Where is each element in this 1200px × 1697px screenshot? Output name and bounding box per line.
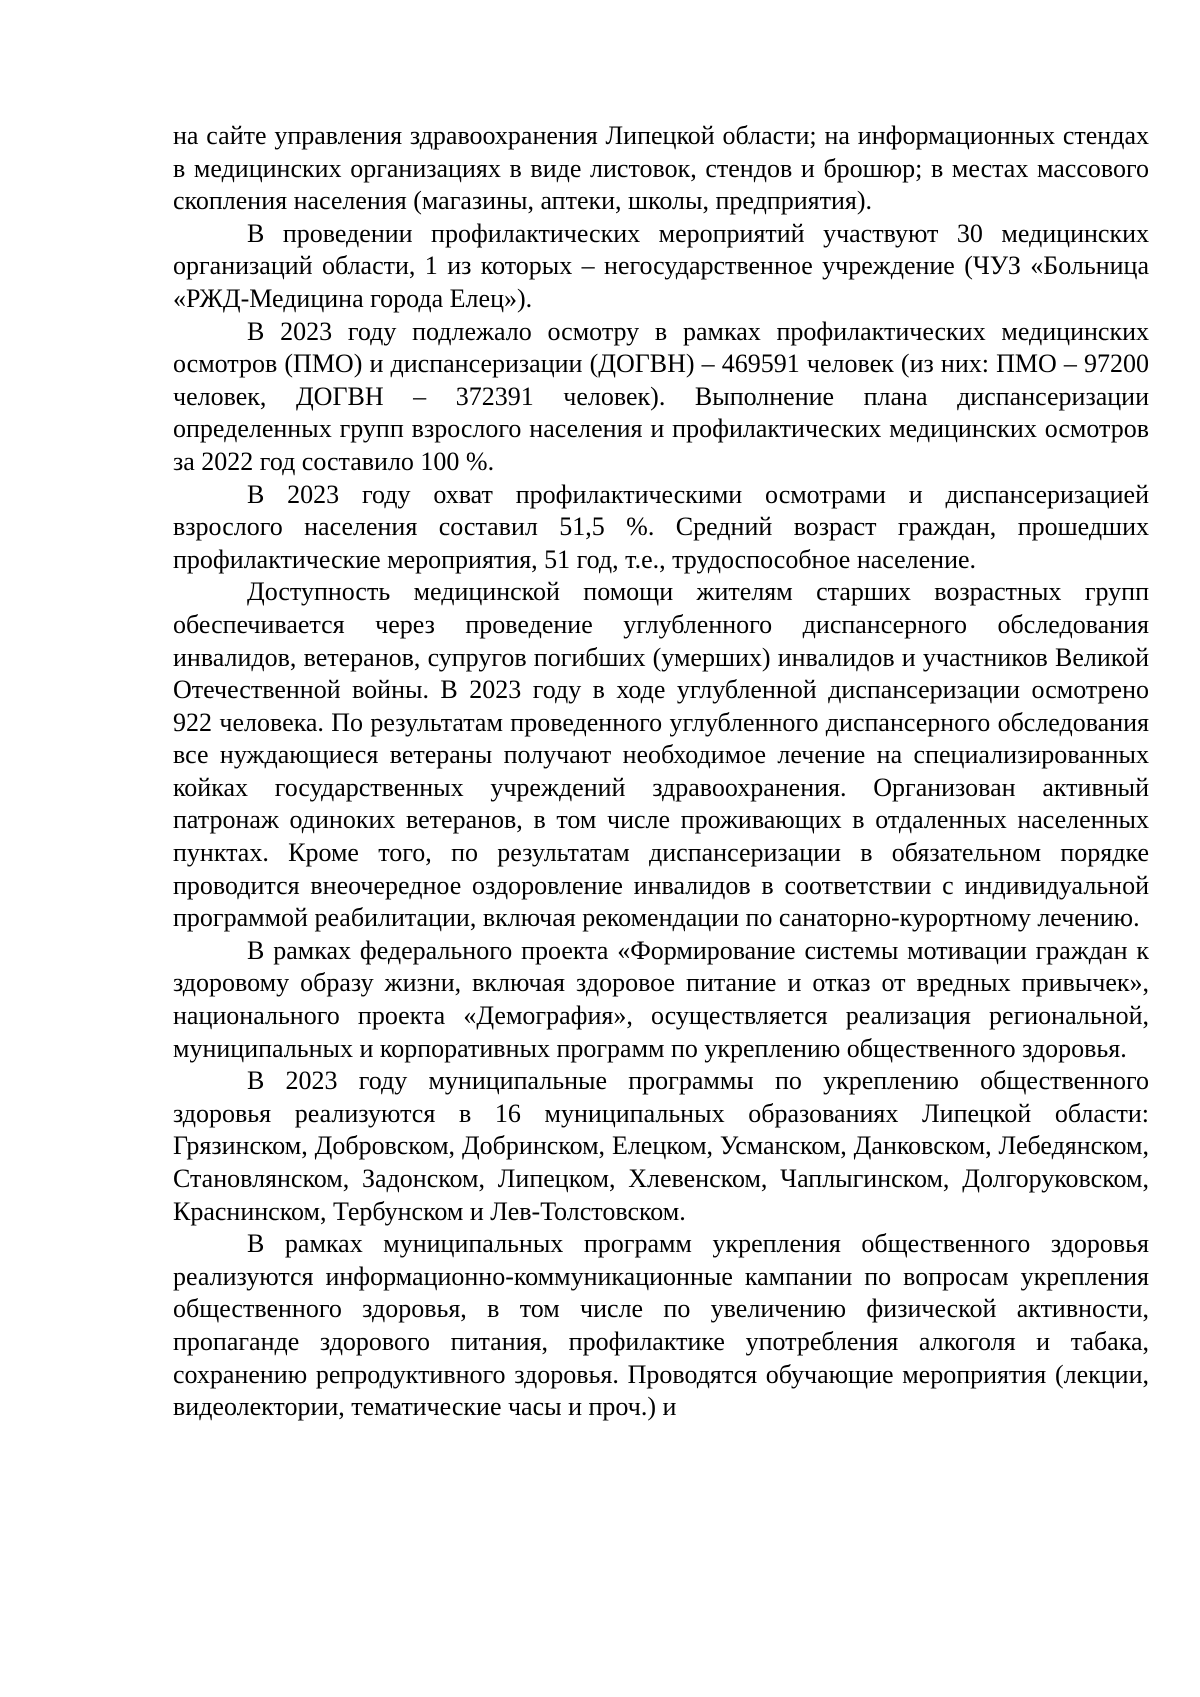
- paragraph-municipal-programs: В 2023 году муниципальные программы по укреплению общественного здоровья реализуются в 16 муниципальных образованиях Липецкой области: Грязинском, Добровском, Добринском, Елецком, Усманском, Данковском, Лебедянском, Становлянском, Задонском, Липецком, Хлевенском, Чаплыгинском, Долгоруковском, Краснинском, Тербунском и Лев-Толстовском.: [173, 1066, 1149, 1226]
- paragraph-info-distribution: на сайте управления здравоохранения Липецкой области; на информационных стендах в медицинских организациях в виде листовок, стендов и брошюр; в местах массового скопления населения (магазины, аптеки, школы, предприятия).: [173, 121, 1149, 216]
- paragraph-coverage: В 2023 году охват профилактическими осмотрами и диспансеризацией взрослого населения составил 51,5 %. Средний возраст граждан, прошедших профилактические мероприятия, 51 год, т.е., трудоспособное население.: [173, 479, 1149, 574]
- paragraph-veterans-care: Доступность медицинской помощи жителям старших возрастных групп обеспечивается через проведение углубленного диспансерного обследования инвалидов, ветеранов, супругов погибших (умерших) инвалидов и участников Великой Отечественной войны. В 2023 году в ходе углубленной диспансеризации осмотрено 922 человека. По результатам проведенного углубленного диспансерного обследования все нуждающиеся ветераны получают необходимое лечение на специализированных койках государственных учреждений здравоохранения. Организован активный патронаж одиноких ветеранов, в том числе проживающих в отдаленных населенных пунктах. Кроме того, по результатам диспансеризации в обязательном порядке проводится внеочередное оздоровление инвалидов в соответствии с индивидуальной программой реабилитации, включая рекомендации по санаторно-курортному лечению.: [173, 577, 1149, 933]
- paragraph-examination-plan: В 2023 году подлежало осмотру в рамках профилактических медицинских осмотров (ПМО) и диспансеризации (ДОГВН) – 469591 человек (из них: ПМО – 97200 человек, ДОГВН – 372391 человек). Выполнение плана диспансеризации определенных групп взрослого населения и профилактических медицинских осмотров за 2022 год составило 100 %.: [173, 316, 1149, 476]
- document-page: [173, 120, 1149, 1424]
- paragraph-campaigns: В рамках муниципальных программ укрепления общественного здоровья реализуются информационно-коммуникационные кампании по вопросам укрепления общественного здоровья, в том числе по увеличению физической активности, пропаганде здорового питания, профилактике употребления алкоголя и табака, сохранению репродуктивного здоровья. Проводятся обучающие мероприятия (лекции, видеолектории, тематические часы и проч.) и: [173, 1229, 1149, 1422]
- paragraph-federal-project: В рамках федерального проекта «Формирование системы мотивации граждан к здоровому образу жизни, включая здоровое питание и отказ от вредных привычек», национального проекта «Демография», осуществляется реализация региональной, муниципальных и корпоративных программ по укреплению общественного здоровья.: [173, 935, 1149, 1063]
- paragraph-medical-organizations: В проведении профилактических мероприятий участвуют 30 медицинских организаций области, 1 из которых – негосударственное учреждение (ЧУЗ «Больница «РЖД-Медицина города Елец»).: [173, 218, 1149, 313]
